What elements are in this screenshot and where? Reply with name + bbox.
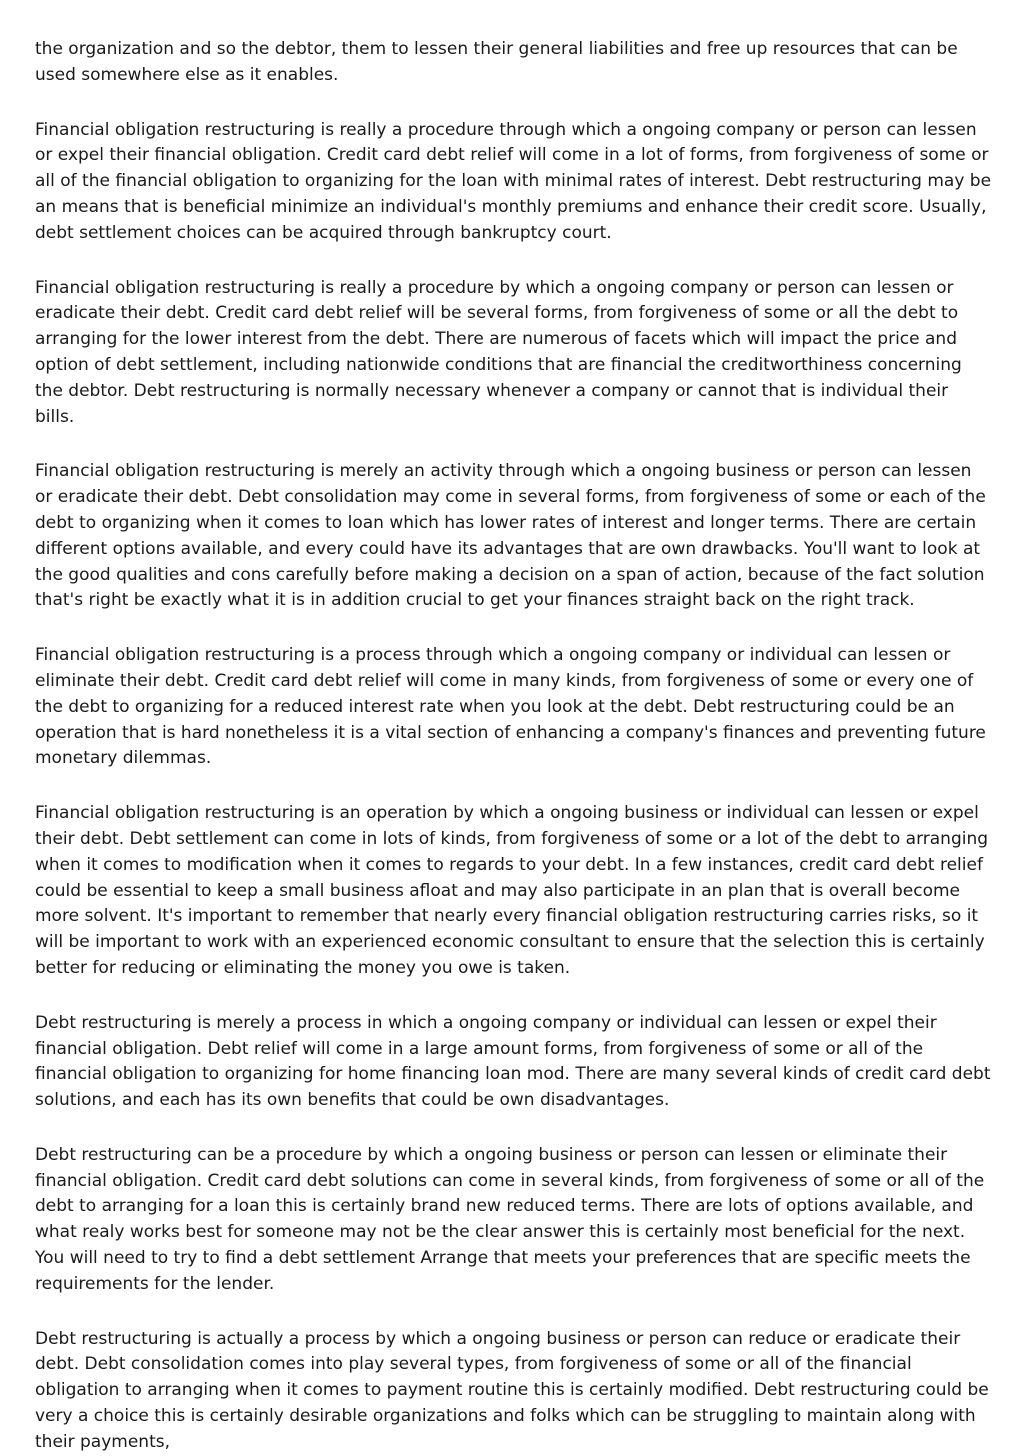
paragraph-9: Debt restructuring is actually a process by which a ongoing business or person can reduce or eradicate their debt. Debt consolidation comes into play several types, from forgiveness of some or all of the financial obligation to arranging when it comes to payment routine this is certainly modified. Debt restructuring could be very a choice this is certainly desirable organizations and folks which can be struggling to maintain along with their payments,: [35, 1328, 989, 1452]
paragraph-2: Financial obligation restructuring is really a procedure through which a ongoing company or person can lessen or expel their financial obligation. Credit card debt relief will come in a lot of forms, from forgiveness of some or all of the financial obligation to organizing for the loan with minimal rates of interest. Debt restructuring may be an means that is beneficial minimize an individual's monthly premiums and enhance their credit score. Usually, debt settlement choices can be acquired through bankruptcy court.: [35, 119, 992, 243]
paragraph-8: Debt restructuring can be a procedure by which a ongoing business or person can lessen or eliminate their financial obligation. Credit card debt solutions can come in several kinds, from forgiveness of some or all of the debt to arranging for a loan this is certainly brand new reduced terms. There are lots of options available, and what realy works best for someone may not be the clear answer this is certainly most beneficial for the next. You will need to try to find a debt settlement Arrange that meets your preferences that are specific meets the requirements for the lender.: [35, 1144, 985, 1294]
paragraph-7: Debt restructuring is merely a process in which a ongoing company or individual can lessen or expel their financial obligation. Debt relief will come in a large amount forms, from forgiveness of some or all of the financial obligation to organizing for home financing loan mod. There are many several kinds of credit card debt solutions, and each has its own benefits that could be own disadvantages.: [35, 1012, 991, 1111]
paragraph-3: Financial obligation restructuring is really a procedure by which a ongoing company or person can lessen or eradicate their debt. Credit card debt relief will be several forms, from forgiveness of some or all the debt to arranging for the lower interest from the debt. There are numerous of facets which will impact the price and option of debt settlement, including nationwide conditions that are financial the creditworthiness concerning the debtor. Debt restructuring is normally necessary whenever a company or cannot that is individual their bills.: [35, 277, 962, 427]
paragraph-1: the organization and so the debtor, them to lessen their general liabilities and free up resources that can be used somewhere else as it enables.: [35, 39, 958, 85]
paragraph-4: Financial obligation restructuring is merely an activity through which a ongoing business or person can lessen or eradicate their debt. Debt consolidation may come in several forms, from forgiveness of some or each of the debt to organizing when it comes to loan which has lower rates of interest and longer terms. There are certain different options available, and every could have its advantages that are own drawbacks. You'll want to look at the good qualities and cons carefully before making a decision on a span of action, because of the fact solution that's right be exactly what it is in addition crucial to get your finances straight back on the right track.: [35, 461, 986, 611]
paragraph-6: Financial obligation restructuring is an operation by which a ongoing business or individual can lessen or expel their debt. Debt settlement can come in lots of kinds, from forgiveness of some or a lot of the debt to arranging when it comes to modification when it comes to regards to your debt. In a few instances, credit card debt relief could be essential to keep a small business afloat and may also participate in an plan that is overall become more solvent. It's important to remember that nearly every financial obligation restructuring carries risks, so it will be important to work with an experienced economic consultant to ensure that the selection this is certainly better for reducing or eliminating the money you owe is taken.: [35, 803, 989, 978]
paragraph-5: Financial obligation restructuring is a process through which a ongoing company or individual can lessen or eliminate their debt. Credit card debt relief will come in many kinds, from forgiveness of some or every one of the debt to organizing for a reduced interest rate when you look at the debt. Debt restructuring could be an operation that is hard nonetheless it is a vital section of enhancing a company's finances and preventing future monetary dilemmas.: [35, 645, 986, 769]
